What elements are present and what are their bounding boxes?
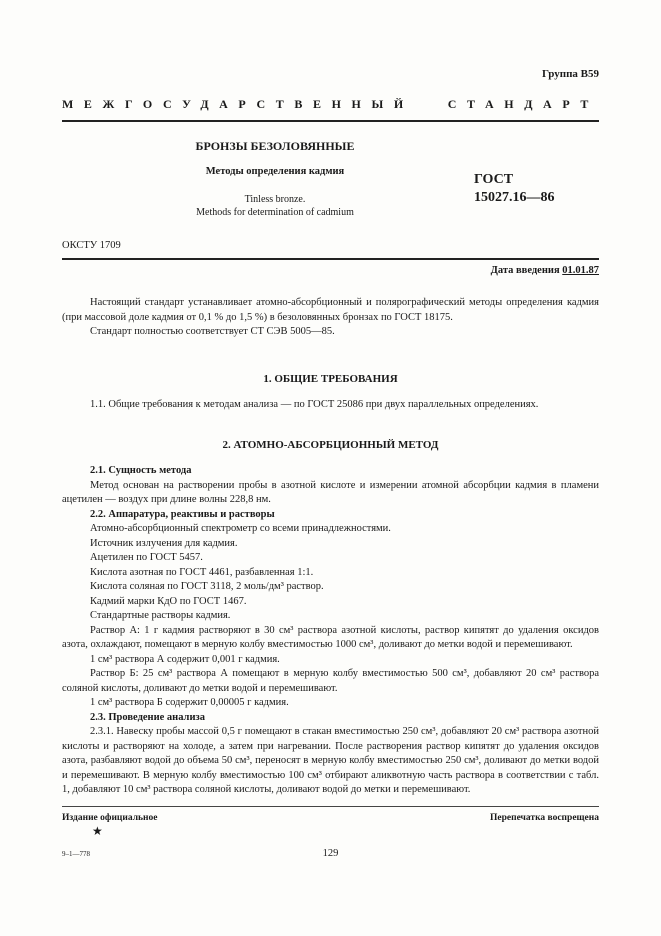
official-edition: Издание официальное (62, 813, 158, 823)
gost-number (474, 171, 604, 207)
gost-label: ГОСТ (474, 172, 514, 187)
banner-standard: СТАНДАРТ (447, 97, 599, 111)
oksty-code: ОКСТУ 1709 (62, 240, 121, 251)
english-title-line2: Methods for determination of cadmium (196, 207, 354, 218)
group-code: Группа В59 (541, 68, 599, 80)
intro-conformity: Стандарт полностью соответствует СТ СЭВ 5005—85. (90, 326, 335, 337)
date-value: 01.01.87 (562, 265, 599, 276)
solution-b-concentration: 1 см³ раствора Б содержит 0,00005 г кадмия. (90, 697, 289, 708)
method-principle: Метод основан на растворении пробы в азотной кислоте и измерении атомной абсорбции кадмия в пламени ацетилен — воздух при длине волны 228,8 нм. (62, 479, 599, 505)
page-number: 129 (322, 848, 339, 859)
oksty-rule (62, 258, 599, 260)
english-title (120, 193, 430, 219)
intro-paragraph: Настоящий стандарт устанавливает атомно-абсорбционный и полярографический методы определения кадмия (при массовой доле кадмия от 0,1 % до 1,5 %) в безоловянных бронзах по ГОСТ 18175. (62, 297, 599, 323)
section-1 (62, 372, 599, 387)
english-title-line1: Tinless bronze. (244, 194, 306, 205)
reagent-item: Кадмий марки КдО по ГОСТ 1467. (90, 595, 247, 607)
reagent-item: Источник излучения для кадмия. (90, 537, 238, 549)
intro-block (62, 296, 599, 340)
section-2-text (62, 464, 599, 798)
subsection-heading: 2.1. Сущность метода (90, 465, 192, 476)
document-title: БРОНЗЫ БЕЗОЛОВЯННЫЕ (195, 139, 355, 153)
section-2 (62, 438, 599, 453)
print-code: 9–1—778 (62, 850, 90, 858)
document-subtitle: Методы определения кадмия (205, 166, 345, 177)
solution-b: Раствор Б: 25 см³ раствора А помещают в мерную колбу вместимостью 500 см³, добавляют 20 см³ раствора соляной кислоты, доливают до метки водой и перемешивают. (62, 668, 599, 694)
banner-interstate: МЕЖГОСУДАРСТВЕННЫЙ (62, 97, 414, 111)
section-heading: 2. АТОМНО-АБСОРБЦИОННЫЙ МЕТОД (222, 439, 439, 451)
subsection-heading: 2.3. Проведение анализа (90, 711, 205, 723)
paragraph-2-3-1: 2.3.1. Навеску пробы массой 0,5 г помещают в стакан вместимостью 250 см³, добавляют 20 см³ раствора азотной кислоты и растворяют на холоде, а затем при нагревании. После растворения раствор кипятят до удаления оксидов азота, разбавляют водой до объема 50 см³, переносят в мерную колбу вместимостью 250 см³, доливают до метки водой и перемешивают. В мерную колбу вместимостью 100 см³ отбирают аликвотную часть раствора в соответствии с табл. 1, добавляют 10 см³ раствора соляной кислоты, доливают водой до метки и перемешивают. (62, 726, 599, 795)
introduction-date (491, 265, 599, 276)
section-1-text (62, 398, 599, 413)
date-label: Дата введения (490, 265, 560, 276)
reagent-item: Атомно-абсорбционный спектрометр со всеми принадлежностями. (90, 523, 391, 534)
footer-rule (62, 806, 599, 807)
solution-a-concentration: 1 см³ раствора А содержит 0,001 г кадмия. (90, 653, 280, 665)
reagent-item: Кислота соляная по ГОСТ 3118, 2 моль/дм³ раствор. (90, 581, 324, 592)
star-icon: ★ (92, 824, 103, 838)
subsection-heading: 2.2. Аппаратура, реактивы и растворы (90, 508, 275, 520)
paragraph-1-1: 1.1. Общие требования к методам анализа — по ГОСТ 25086 при двух параллельных определениях. (90, 399, 539, 410)
gost-code: 15027.16—86 (474, 190, 555, 205)
reagent-item: Ацетилен по ГОСТ 5457. (90, 552, 203, 563)
reagent-item: Стандартные растворы кадмия. (90, 610, 231, 621)
reprint-prohibited: Перепечатка воспрещена (489, 813, 599, 823)
reagent-item: Кислота азотная по ГОСТ 4461, разбавленная 1:1. (90, 566, 314, 578)
section-heading: 1. ОБЩИЕ ТРЕБОВАНИЯ (263, 373, 398, 385)
header-rule (62, 120, 599, 122)
solution-a: Раствор А: 1 г кадмия растворяют в 30 см³ раствора азотной кислоты, раствор кипятят до удаления оксидов азота, охлаждают, помещают в мерную колбу вместимостью 1000 см³, доливают до метки водой и перемешивают. (62, 624, 599, 650)
